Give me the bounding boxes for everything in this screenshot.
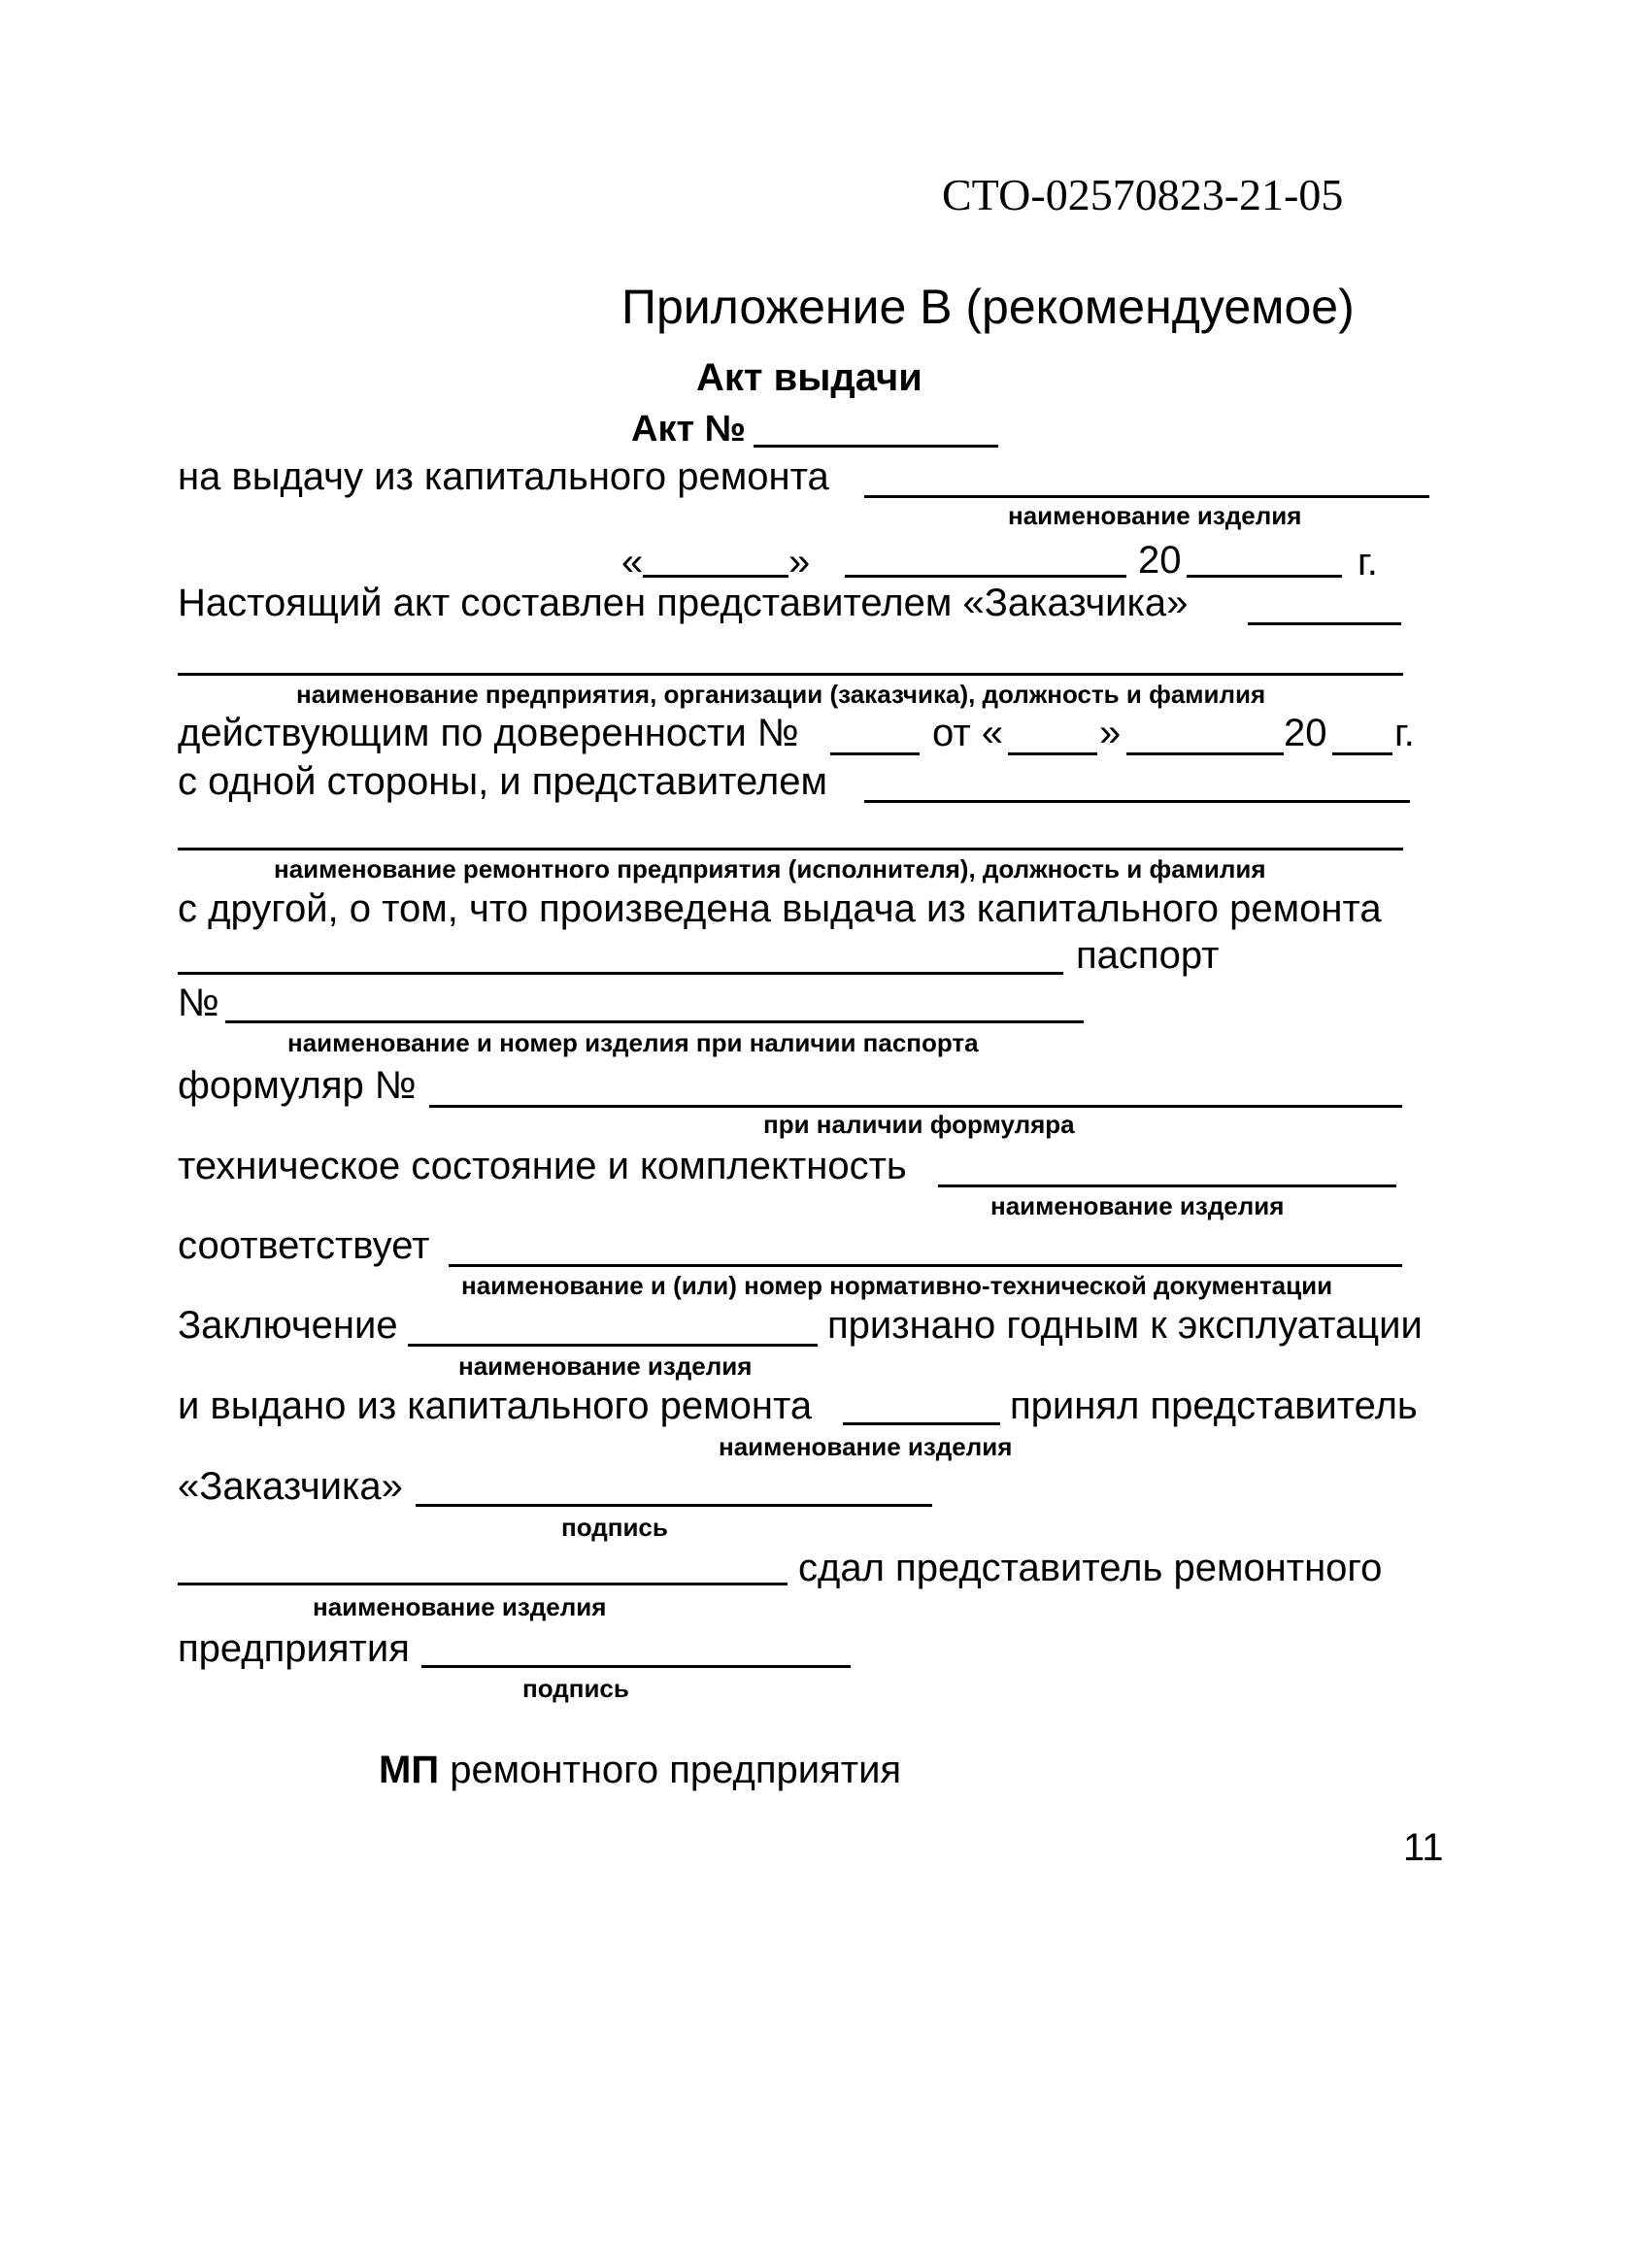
power-of-attorney-text: действующим по доверенности № [178,712,799,754]
stamp-place-rest: ремонтного предприятия [439,1749,902,1791]
enterprise-signature-label: предприятия [178,1627,410,1670]
caption-product-name-5: наименование изделия [313,1592,607,1621]
fit-for-operation-text: признано годным к эксплуатации [827,1304,1423,1347]
accepted-by-rep-text: принял представитель [1010,1384,1418,1427]
date-month-field [845,575,1126,578]
passport-number-label: № [178,982,219,1024]
poa-close-quote: » [1099,712,1122,754]
poa-date-from: от « [932,712,1004,754]
poa-day-field [1008,752,1097,755]
caption-normative-doc: наименование и (или) номер нормативно-технической документации [461,1271,1333,1300]
page-number: 11 [1403,1826,1444,1869]
contractor-rep-field [864,800,1410,803]
stamp-place-abbr: МП [379,1749,440,1791]
conclusion-product-field [408,1344,818,1347]
caption-customer: наименование предприятия, организации (заказчика), должность и фамилия [296,680,1266,709]
act-number-field [754,445,998,448]
date-close-quote: » [788,541,811,584]
date-year-suffix: г. [1358,541,1378,584]
customer-rep-text: Настоящий акт составлен представителем «Заказчика» [178,582,1189,624]
logbook-label: формуляр № [178,1064,417,1107]
poa-month-field [1126,752,1284,755]
act-title: Акт выдачи [696,356,922,399]
issue-purpose-text: на выдачу из капитального ремонта [178,455,829,498]
date-year-field [1187,575,1342,578]
logbook-number-field [429,1105,1402,1108]
customer-signature-field [416,1504,932,1507]
complies-text: соответствует [178,1224,430,1267]
act-number-label: Акт № [631,409,746,450]
issue-statement-text: с другой, о том, что произведена выдача из капитального ремонта [178,887,1382,930]
contractor-rep-field-2 [178,848,1403,850]
caption-product-name-3: наименование изделия [458,1351,753,1381]
technical-condition-field [938,1184,1396,1187]
issued-product-field [178,972,1063,975]
customer-rep-field-2 [178,673,1403,676]
caption-product-name-2: наименование изделия [990,1191,1285,1220]
passport-label: паспорт [1076,934,1220,977]
customer-signature-label: «Заказчика» [178,1465,403,1508]
technical-condition-text: техническое состояние и комплектность [178,1145,907,1187]
passport-number-field [225,1020,1084,1023]
enterprise-signature-field [421,1665,851,1668]
caption-signature-1: подпись [561,1513,668,1542]
contractor-rep-text: с одной стороны, и представителем [178,760,827,803]
poa-year-field [1332,752,1392,755]
issued-product-field-2 [843,1422,1000,1425]
caption-logbook: при наличии формуляра [763,1110,1075,1139]
caption-product-name-4: наименование изделия [719,1432,1013,1461]
document-code: СТО-02570823-21-05 [942,170,1344,219]
poa-year-suffix: г. [1394,712,1415,754]
caption-signature-2: подпись [522,1674,629,1703]
power-of-attorney-number-field [830,752,920,755]
date-day-field [643,575,788,578]
conclusion-label: Заключение [178,1304,398,1347]
normative-doc-field [449,1264,1402,1267]
product-name-field [864,495,1429,498]
date-open-quote: « [621,541,644,584]
caption-contractor: наименование ремонтного предприятия (исполнителя), должность и фамилия [274,854,1266,884]
date-year-prefix: 20 [1138,539,1182,582]
handed-product-field [178,1583,788,1585]
appendix-title: Приложение В (рекомендуемое) [621,280,1355,334]
caption-product-name: наименование изделия [1008,501,1302,530]
handed-by-rep-text: сдал представитель ремонтного [798,1547,1383,1589]
poa-year-prefix: 20 [1284,712,1327,754]
issued-from-repair-text: и выдано из капитального ремонта [178,1384,813,1427]
stamp-place-text [379,1748,901,1792]
customer-rep-field [1248,622,1401,625]
caption-passport: наименование и номер изделия при наличии паспорта [287,1028,979,1057]
